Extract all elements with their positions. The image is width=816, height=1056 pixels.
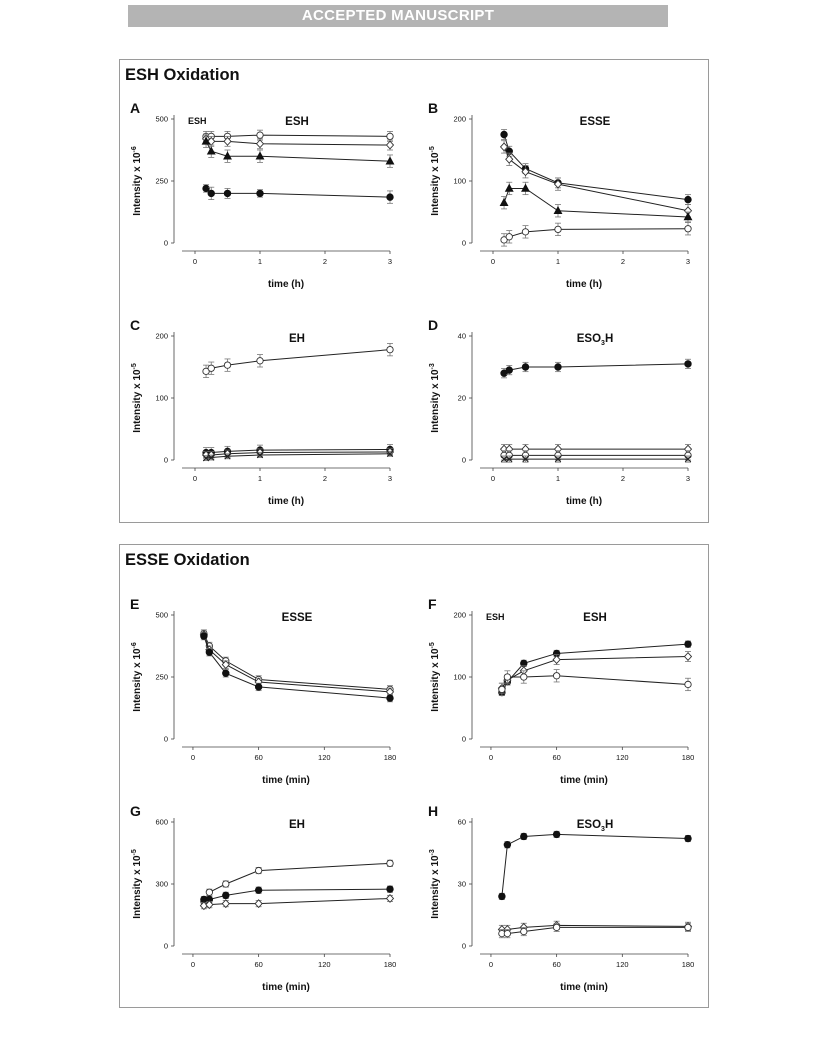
series-note-label: ESH [188,116,207,126]
data-point [387,860,393,866]
data-point [506,156,513,164]
y-axis-label-exponent: -6 [131,642,138,649]
chart-title [577,819,614,833]
y-tick-label: 250 [155,176,168,186]
series-line [502,834,688,896]
x-tick-label: 2 [620,257,626,266]
chart-D-eso3h [420,314,710,520]
x-tick-label: 0 [488,960,494,969]
series-filled-circle [203,185,393,204]
data-point [223,892,229,898]
chart-title: ESH [583,612,607,624]
chart-title: ESSE [281,612,313,624]
y-tick-label: 300 [155,879,168,889]
y-axis-label [131,363,143,433]
chart-title-subscript: 3 [601,826,605,833]
series-line [502,676,688,690]
data-point [555,364,561,370]
series-line [206,139,390,145]
data-point [499,893,505,899]
y-tick-label: 500 [155,610,168,620]
y-tick-label: 100 [453,672,466,682]
x-tick-label: 180 [383,753,397,762]
chart-title: ESSE [579,116,611,128]
x-tick-label: 2 [322,257,328,266]
chart-H-eso3h [420,800,710,1006]
x-axis-label: time (min) [560,982,608,993]
x-tick-label: 120 [318,753,331,762]
data-point [223,670,229,676]
y-tick-label: 250 [155,672,168,682]
series-open-diamond [200,895,393,910]
data-point [685,681,691,687]
panel-letter: F [428,596,437,612]
data-point [521,833,527,839]
y-tick-label: 0 [163,455,168,465]
chart-B-esse [420,97,710,309]
data-point [208,365,214,371]
panel-letter: G [130,803,141,819]
y-tick-label: 0 [163,941,168,951]
data-point [685,196,691,202]
panel-letter: B [428,100,439,116]
data-point [224,190,230,196]
chart-title-main: ESO [576,333,602,345]
data-point [685,641,691,647]
y-tick-label: 200 [155,331,168,341]
data-point [203,185,209,191]
x-tick-label: 0 [490,474,496,483]
y-axis-label-base: Intensity x 10 [430,152,441,216]
data-point [501,131,507,137]
chart-title: EH [289,333,305,345]
y-axis-label [131,849,143,919]
section-title: ESH Oxidation [125,66,240,84]
y-axis-label-exponent: -5 [429,146,436,153]
x-tick-label: 0 [192,257,198,266]
data-point [553,656,560,664]
data-point [387,886,393,892]
data-point [553,924,559,930]
y-axis-label-base: Intensity x 10 [430,369,441,433]
series-note-label: ESH [486,612,505,622]
data-point [506,234,512,240]
data-point [257,358,263,364]
y-axis-label-base: Intensity x 10 [430,855,441,919]
section-title: ESSE Oxidation [125,551,250,569]
y-axis-label-base: Intensity x 10 [132,648,143,712]
series-line [204,636,390,698]
series-filled-circle [499,641,692,696]
data-point [685,361,691,367]
data-point [522,229,528,235]
y-axis-label [429,363,441,433]
data-point [255,900,262,908]
series-filled-triangle [202,135,393,167]
x-tick-label: 3 [387,474,393,483]
x-tick-label: 1 [257,257,263,266]
data-point [387,346,393,352]
series-line [206,135,390,136]
series-open-circle [201,860,394,905]
y-axis-label [131,146,143,216]
x-tick-label: 60 [254,960,263,969]
data-point [257,140,264,148]
x-tick-label: 3 [685,474,691,483]
chart-title-tail: H [604,333,614,345]
y-axis-label-exponent: -5 [131,849,138,856]
series-line [204,889,390,899]
panel-letter: H [428,803,439,819]
series-line [504,188,688,217]
x-tick-label: 60 [552,960,561,969]
data-point [555,226,561,232]
data-point [387,695,393,701]
y-tick-label: 20 [457,393,466,403]
y-tick-label: 100 [155,393,168,403]
x-tick-label: 0 [490,257,496,266]
data-point [201,633,207,639]
x-tick-label: 0 [190,960,196,969]
series-filled-circle [201,886,394,903]
series-line [206,188,390,197]
x-tick-label: 180 [681,960,695,969]
chart-C-eh [122,314,412,520]
y-axis-label-base: Intensity x 10 [430,648,441,712]
data-point [504,842,510,848]
series-open-diamond [498,652,691,694]
data-point [521,674,527,680]
x-tick-label: 60 [254,753,263,762]
data-point [506,367,512,373]
data-point [255,867,261,873]
y-tick-label: 0 [163,238,168,248]
y-axis-label [429,849,441,919]
x-tick-label: 2 [620,474,626,483]
x-tick-label: 3 [685,257,691,266]
series-line [504,135,688,200]
panel-letter: D [428,317,439,333]
chart-title [577,333,614,347]
series-open-circle [501,223,691,247]
y-axis-label-base: Intensity x 10 [132,152,143,216]
data-point [255,684,261,690]
chart-title-tail: H [604,819,614,831]
data-point [554,207,561,214]
data-point [685,226,691,232]
y-axis-label-exponent: -3 [429,849,436,856]
x-tick-label: 1 [257,474,263,483]
x-axis-label: time (min) [262,982,310,993]
x-tick-label: 180 [383,960,397,969]
y-axis-label-exponent: -6 [131,146,138,153]
data-point [553,673,559,679]
chart-G-eh [122,800,412,1006]
series-open-circle [201,630,394,693]
x-tick-label: 1 [555,257,561,266]
series-line [206,454,390,458]
series-line [504,229,688,240]
chart-title-main: ESO [576,819,602,831]
y-axis-label-exponent: -3 [429,363,436,370]
x-axis-label: time (min) [262,775,310,786]
x-tick-label: 1 [555,474,561,483]
x-tick-label: 180 [681,753,695,762]
chart-A-esh [122,97,412,309]
data-point [504,674,510,680]
data-point [504,930,510,936]
data-point [257,190,263,196]
x-axis-label: time (h) [565,279,603,290]
y-tick-label: 0 [461,941,466,951]
x-tick-label: 0 [190,753,196,762]
series-filled-circle [501,359,691,378]
y-axis-label-exponent: -5 [131,363,138,370]
y-axis-label [429,146,441,216]
data-point [499,686,505,692]
chart-E-esse [122,593,412,805]
panel-letter: E [130,596,140,612]
data-point [222,900,229,908]
data-point [257,132,263,138]
y-axis-label-exponent: -5 [429,642,436,649]
x-tick-label: 2 [322,474,328,483]
x-axis-label: time (h) [267,279,305,290]
x-tick-label: 0 [488,753,494,762]
y-tick-label: 0 [163,734,168,744]
chart-F-esh [420,593,710,805]
series-open-circle [203,130,393,141]
data-point [208,147,215,154]
x-axis-label: time (h) [267,496,305,507]
y-tick-label: 0 [461,734,466,744]
data-point [685,653,692,661]
series-line [504,364,688,373]
data-point [387,895,394,903]
series-line [204,634,390,690]
y-tick-label: 600 [155,817,168,827]
panel-letter: C [130,317,141,333]
series-open-circle [203,343,393,377]
y-axis-label-base: Intensity x 10 [132,855,143,919]
accepted-manuscript-banner: ACCEPTED MANUSCRIPT [128,5,668,27]
data-point [521,928,527,934]
series-cross [501,456,691,462]
data-point [255,887,261,893]
data-point [223,881,229,887]
series-filled-circle [501,130,691,205]
y-tick-label: 0 [461,238,466,248]
y-axis-label-base: Intensity x 10 [132,369,143,433]
data-point [387,133,393,139]
series-line [504,147,688,211]
x-axis-label: time (h) [565,496,603,507]
series-open-circle [499,670,692,696]
series-line [204,863,390,901]
series-filled-circle [203,445,393,458]
series-line [502,927,688,933]
data-point [387,141,394,149]
series-line [206,350,390,372]
series-open-diamond [501,445,692,454]
data-point [685,924,691,930]
data-point [224,362,230,368]
data-point [206,889,212,895]
y-tick-label: 200 [453,610,466,620]
data-point [553,831,559,837]
x-tick-label: 120 [318,960,331,969]
data-point [208,190,214,196]
x-tick-label: 3 [387,257,393,266]
y-tick-label: 100 [453,176,466,186]
x-tick-label: 120 [616,753,629,762]
chart-title: ESH [285,116,309,128]
y-tick-label: 60 [457,817,466,827]
panel-letter: A [130,100,141,116]
data-point [685,835,691,841]
x-axis-label: time (min) [560,775,608,786]
data-point [500,199,507,206]
y-tick-label: 0 [461,455,466,465]
series-open-diamond [501,141,692,217]
y-tick-label: 500 [155,114,168,124]
data-point [206,649,212,655]
y-tick-label: 40 [457,331,466,341]
data-point [387,194,393,200]
chart-title: EH [289,819,305,831]
y-tick-label: 30 [457,879,466,889]
data-point [256,152,263,159]
x-tick-label: 60 [552,753,561,762]
x-tick-label: 0 [192,474,198,483]
x-tick-label: 120 [616,960,629,969]
series-filled-circle [499,831,692,899]
chart-title-subscript: 3 [601,340,605,347]
y-tick-label: 200 [453,114,466,124]
series-line [204,635,390,692]
data-point [522,364,528,370]
y-axis-label [131,642,143,712]
series-line [204,898,390,905]
y-axis-label [429,642,441,712]
